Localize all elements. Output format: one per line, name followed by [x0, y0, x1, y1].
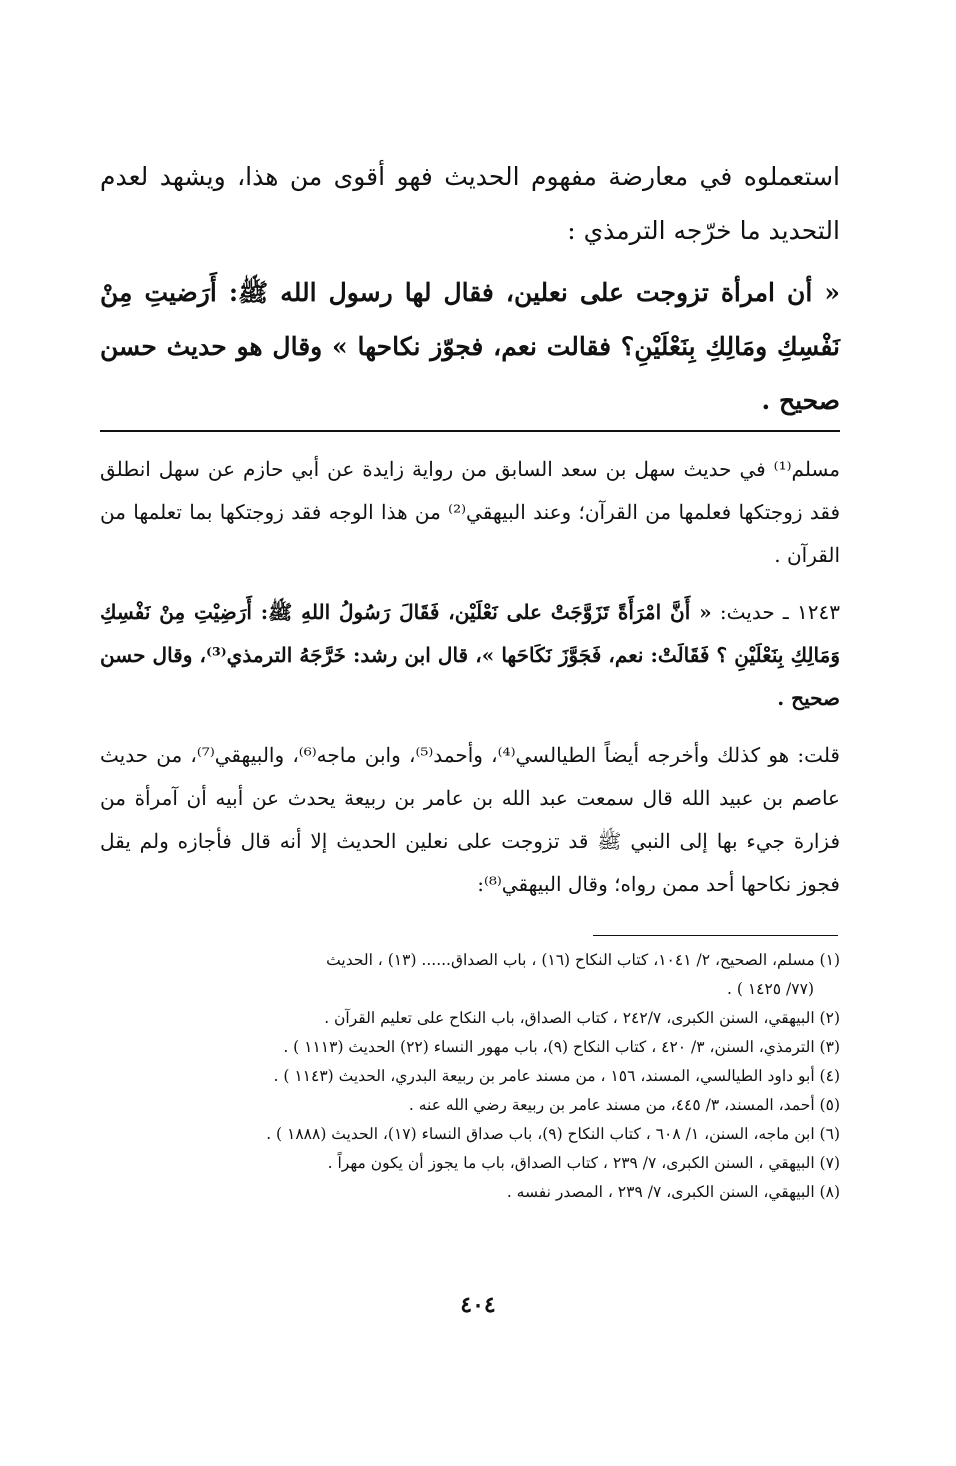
footnote-3: (٣) الترمذي، السنن، ٣/ ٤٢٠ ، كتاب النكاح (٩)، باب مهور النساء (٢٢) الحديث (١١١٣ ) .	[283, 1038, 840, 1056]
main-text-block	[100, 150, 840, 428]
footnote-8: (٨) البيهقي، السنن الكبرى، ٧/ ٢٣٩ ، المصدر نفسه .	[506, 1183, 840, 1201]
footnote-2: (٢) البيهقي، السنن الكبرى، ٢٤٢/٧ ، كتاب الصداق، باب النكاح على تعليم القرآن .	[324, 1009, 840, 1027]
footnote-1-continuation: (٧٧/ ١٤٢٥ ) .	[726, 980, 814, 998]
footnote-divider	[593, 935, 838, 936]
hadith-quote: « أَنَّ امْرَأَةً تَزَوَّجَتْ على نَعْلَيْن، فَقَالَ رَسُولُ اللهِ ﷺ: أَرَضِيْتِ مِنْ نَفْسِكِ وَمَالِكِ بِنَعْلَيْنِ ؟ فَقَالَتْ: نعم، فَجَوَّزَ نَكَاحَها »، قال ابن رشد: خَرَّجَهُ الترمذي⁽³⁾، وقال حسن صحيح .	[100, 600, 840, 710]
main-hadith-quote: « أن امرأة تزوجت على نعلين، فقال لها رسول الله ﷺ: أَرَضيتِ مِنْ نَفْسِكِ ومَالِكِ بِنَعْلَيْنِ؟ فقالت نعم، فجوّز نكاحها » وقال هو حديث حسن صحيح .	[100, 278, 840, 415]
commentary-block	[100, 448, 840, 920]
commentary-paragraph-2	[100, 591, 840, 720]
commentary-paragraph-1: مسلم⁽¹⁾ في حديث سهل بن سعد السابق من رواية زايدة عن أبي حازم عن سهل انطلق فقد زوجتكها فعلمها من القرآن؛ وعند البيهقي⁽²⁾ من هذا الوجه فقد زوجتكها بما تعلمها من القرآن .	[100, 457, 841, 567]
footnote-7: (٧) البيهقي ، السنن الكبرى، ٧/ ٢٣٩ ، كتاب الصداق، باب ما يجوز أن يكون مهراً .	[327, 1154, 840, 1172]
footnote-1: (١) مسلم، الصحيح، ٢/ ١٠٤١، كتاب النكاح (١٦) ، باب الصداق...... (١٣) ، الحديث	[326, 951, 840, 969]
footnote-5: (٥) أحمد، المسند، ٣/ ٤٤٥، من مسند عامر بن ربيعة رضي الله عنه .	[408, 1096, 840, 1114]
footnote-4: (٤) أبو داود الطيالسي، المسند، ١٥٦ ، من مسند عامر بن ربيعة البدري، الحديث (١١٤٣ ) .	[273, 1067, 840, 1085]
page-number: ٤٠٤	[460, 1292, 496, 1318]
footnote-6: (٦) ابن ماجه، السنن، ١/ ٦٠٨ ، كتاب النكاح (٩)، باب صداق النساء (١٧)، الحديث (١٨٨٨ ) .	[266, 1125, 840, 1143]
main-paragraph: استعملوه في معارضة مفهوم الحديث فهو أقوى من هذا، ويشهد لعدم التحديد ما خرّجه الترمذي :	[100, 162, 840, 245]
commentary-paragraph-3: قلت: هو كذلك وأخرجه أيضاً الطيالسي⁽⁴⁾، وأحمد⁽⁵⁾، وابن ماجه⁽⁶⁾، والبيهقي⁽⁷⁾، من حديث عاصم بن عبيد الله قال سمعت عبد الله بن عامر بن ربيعة يحدث عن أبيه أن آمرأة من فزارة جيء بها إلى النبي ﷺ قد تزوجت على نعلين الحديث إلا أنه قال فأجازه ولم يقل فجوز نكاحها أحد ممن رواه؛ وقال البيهقي⁽⁸⁾:	[100, 743, 840, 896]
section-divider	[100, 430, 840, 432]
hadith-number-label: ١٢٤٣ ـ حديث:	[719, 600, 840, 624]
footnotes-block	[100, 946, 840, 1207]
